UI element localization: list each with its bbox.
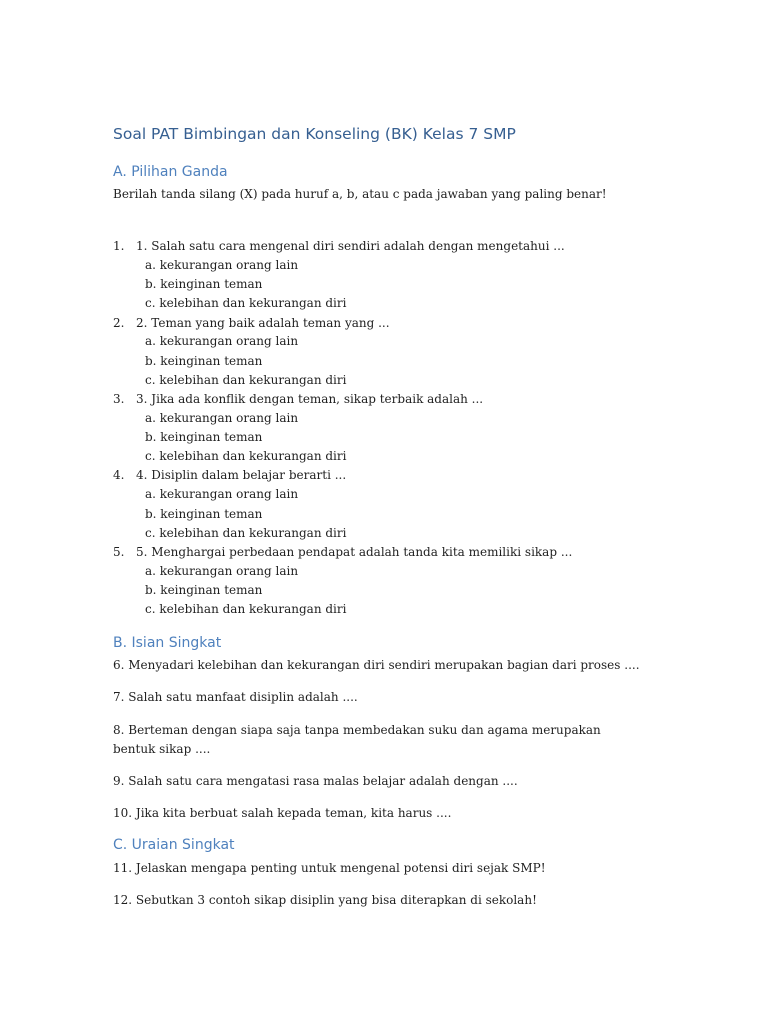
question-text: 5. Menghargai perbedaan pendapat adalah tanda kita memiliki sikap ... — [136, 545, 573, 559]
question-number: 5. — [113, 545, 125, 559]
essay-item: 12. Sebutkan 3 contoh sikap disiplin yang bisa diterapkan di sekolah! — [113, 893, 537, 907]
option-c: c. kelebihan dan kekurangan diri — [145, 602, 347, 616]
option-c: c. kelebihan dan kekurangan diri — [145, 373, 347, 387]
section-a-heading: A. Pilihan Ganda — [113, 164, 228, 180]
option-b: b. keinginan teman — [145, 354, 263, 368]
section-b-heading: B. Isian Singkat — [113, 635, 222, 651]
option-a: a. kekurangan orang lain — [145, 334, 299, 348]
option-a: a. kekurangan orang lain — [145, 564, 299, 578]
option-c: c. kelebihan dan kekurangan diri — [145, 449, 347, 463]
option-b: b. keinginan teman — [145, 430, 263, 444]
option-c: c. kelebihan dan kekurangan diri — [145, 296, 347, 310]
option-a: a. kekurangan orang lain — [145, 487, 299, 501]
option-c: c. kelebihan dan kekurangan diri — [145, 526, 347, 540]
document-title: Soal PAT Bimbingan dan Konseling (BK) Kelas 7 SMP — [113, 125, 516, 143]
option-b: b. keinginan teman — [145, 583, 263, 597]
question-number: 3. — [113, 392, 125, 406]
question-number: 2. — [113, 316, 125, 330]
short-answer-item: 10. Jika kita berbuat salah kepada teman, kita harus .... — [113, 806, 452, 820]
option-a: a. kekurangan orang lain — [145, 411, 299, 425]
question-text: 3. Jika ada konflik dengan teman, sikap terbaik adalah ... — [136, 392, 484, 406]
option-b: b. keinginan teman — [145, 507, 263, 521]
section-a-instruction: Berilah tanda silang (X) pada huruf a, b, atau c pada jawaban yang paling benar! — [113, 187, 607, 201]
question-text: 4. Disiplin dalam belajar berarti ... — [136, 468, 347, 482]
essay-item: 11. Jelaskan mengapa penting untuk mengenal potensi diri sejak SMP! — [113, 861, 546, 875]
question-text: 2. Teman yang baik adalah teman yang ... — [136, 316, 390, 330]
short-answer-item: 8. Berteman dengan siapa saja tanpa membedakan suku dan agama merupakan bentuk sikap .... — [113, 723, 601, 756]
short-answer-item: 9. Salah satu cara mengatasi rasa malas belajar adalah dengan .... — [113, 774, 518, 788]
question-number: 1. — [113, 239, 125, 253]
section-c-heading: C. Uraian Singkat — [113, 837, 235, 853]
question-text: 1. Salah satu cara mengenal diri sendiri adalah dengan mengetahui ... — [136, 239, 565, 253]
short-answer-item: 6. Menyadari kelebihan dan kekurangan diri sendiri merupakan bagian dari proses .... — [113, 658, 640, 672]
question-number: 4. — [113, 468, 125, 482]
option-b: b. keinginan teman — [145, 277, 263, 291]
short-answer-item: 7. Salah satu manfaat disiplin adalah .... — [113, 690, 358, 704]
option-a: a. kekurangan orang lain — [145, 258, 299, 272]
